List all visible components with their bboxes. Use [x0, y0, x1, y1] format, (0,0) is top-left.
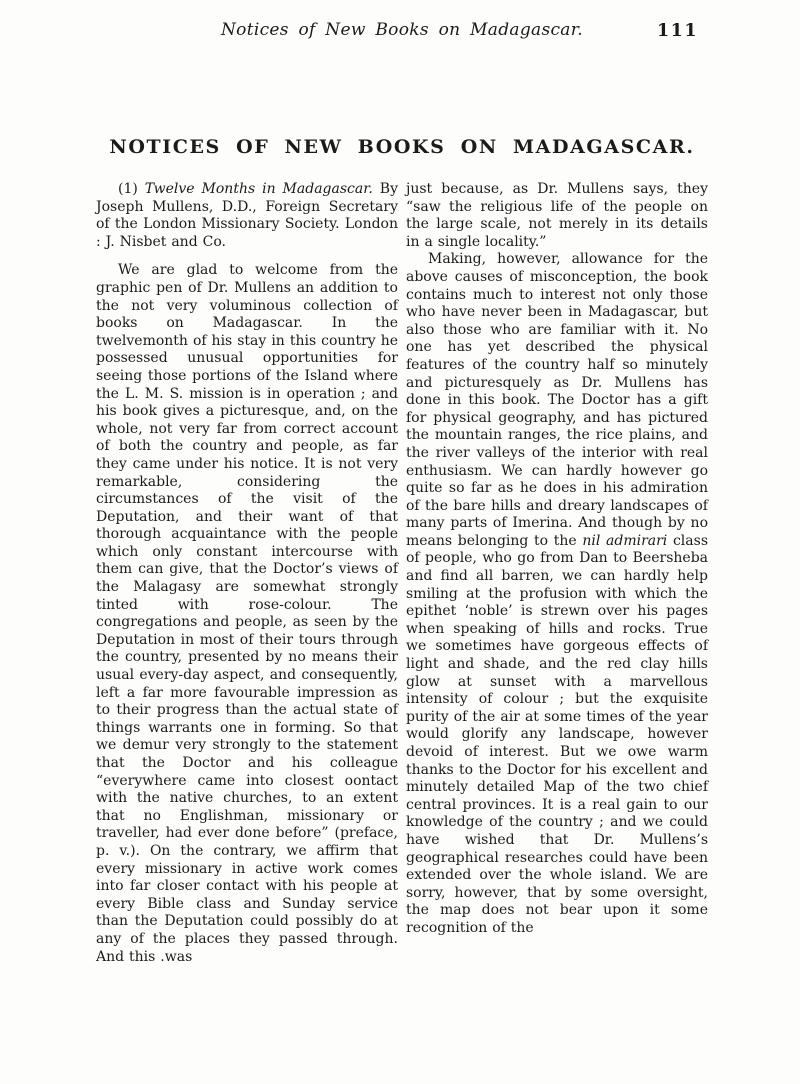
text-segment: just because, as Dr. Mullens says, they “saw the religious life of the people on the large scale, not merely in its details in a single locality.”: [406, 181, 708, 250]
italic-text-segment: Twelve Months in Madagascar.: [144, 181, 373, 197]
text-segment: By Joseph Mullens, D.D., Foreign Secretary of the London Missionary Society. London : J. Nisbet and Co.: [96, 181, 399, 250]
review-paragraph-1: [96, 262, 398, 966]
text-segment: We are glad to welcome from the graphic pen of Dr. Mullens an addition to the not very voluminous collection of books on Madagascar. In the twelvemonth of his stay in this country he possessed unusual opportunities for seeing those portions of the Island where the L. M. S. mission is in operation ; and his book gives a picturesque, and, on the whole, not very far from correct account of both the country and people, as far they came under his notice. It is not very remarkable, considering the circumstances of the visit of the Deputation, and their want of that thorough acquaintance with the people which only constant intercourse with them can give, that the Doctor’s views of the Malagasy are somewhat strongly tinted with rose-colour. The congregations and people, as seen by the Deputation in most of their tours through the country, presented by no means their usual every-day aspect, and consequently, left a far more favourable impression as to their progress than the actual state of things warrants one in forming. So that we demur very strongly to the statement that the Doctor and his colleague “everywhere came into closest oontact with the native churches, to an extent that no Englishman, missionary or traveller, had ever done before” (preface, p. v.). On the contrary, we affirm that every missionary in active work comes into far closer contact with his people at every Bible class and Sunday service than the Deputation could possibly do at any of the places they passed through. And this .was: [96, 262, 398, 965]
text-columns: [96, 181, 708, 966]
italic-text-segment: nil admirari: [582, 532, 668, 549]
text-segment: class of people, who go from Dan to Beersheba and find all barren, we can hardly help smiling at the profusion with which the epithet ‘noble’ is strewn over his pages when speaking of hills and rocks. True we sometimes have gorgeous effects of light and shade, and the red clay hills glow at sunset with a marvellous intensity of colour ; but the exquisite purity of the air at some times of the year would glorify any landscape, however devoid of interest. But we owe warm thanks to the Doctor for his excellent and minutely detailed Map of the two chief central provinces. It is a real gain to our knowledge of the country ; and we could have wished that Dr. Mullens’s geographical researches could have been extended over the whole island. We are sorry, however, that by some oversight, the map does not bear upon it some recognition of the: [406, 532, 709, 936]
running-header: [96, 20, 708, 46]
text-segment: Making, however, allowance for the above causes of misconception, the book contains much to interest not only those who have never been in Madagascar, but also those who are familiar with it. No one has yet described the physical features of the country half so minutely and picturesquely as Dr. Mullens has done in this book. The Doctor has a gift for physical geography, and has pictured the mountain ranges, the rice plains, and the river valleys of the interior with real enthusiasm. We can hardly however go quite so far as he does in his admiration of the bare hills and dreary landscapes of many parts of Imerina. And though by no means belonging to the: [406, 251, 708, 549]
running-header-title: Notices of New Books on Madagascar.: [220, 20, 583, 40]
column-right: [406, 181, 708, 966]
article-title: NOTICES OF NEW BOOKS ON MADAGASCAR.: [109, 136, 695, 158]
text-segment: (1): [118, 181, 145, 197]
book-citation: [96, 181, 398, 251]
review-paragraph-1-continuation: [406, 181, 708, 251]
column-left: [96, 181, 398, 966]
page-number: 111: [656, 21, 698, 41]
review-paragraph-2: [406, 251, 708, 937]
